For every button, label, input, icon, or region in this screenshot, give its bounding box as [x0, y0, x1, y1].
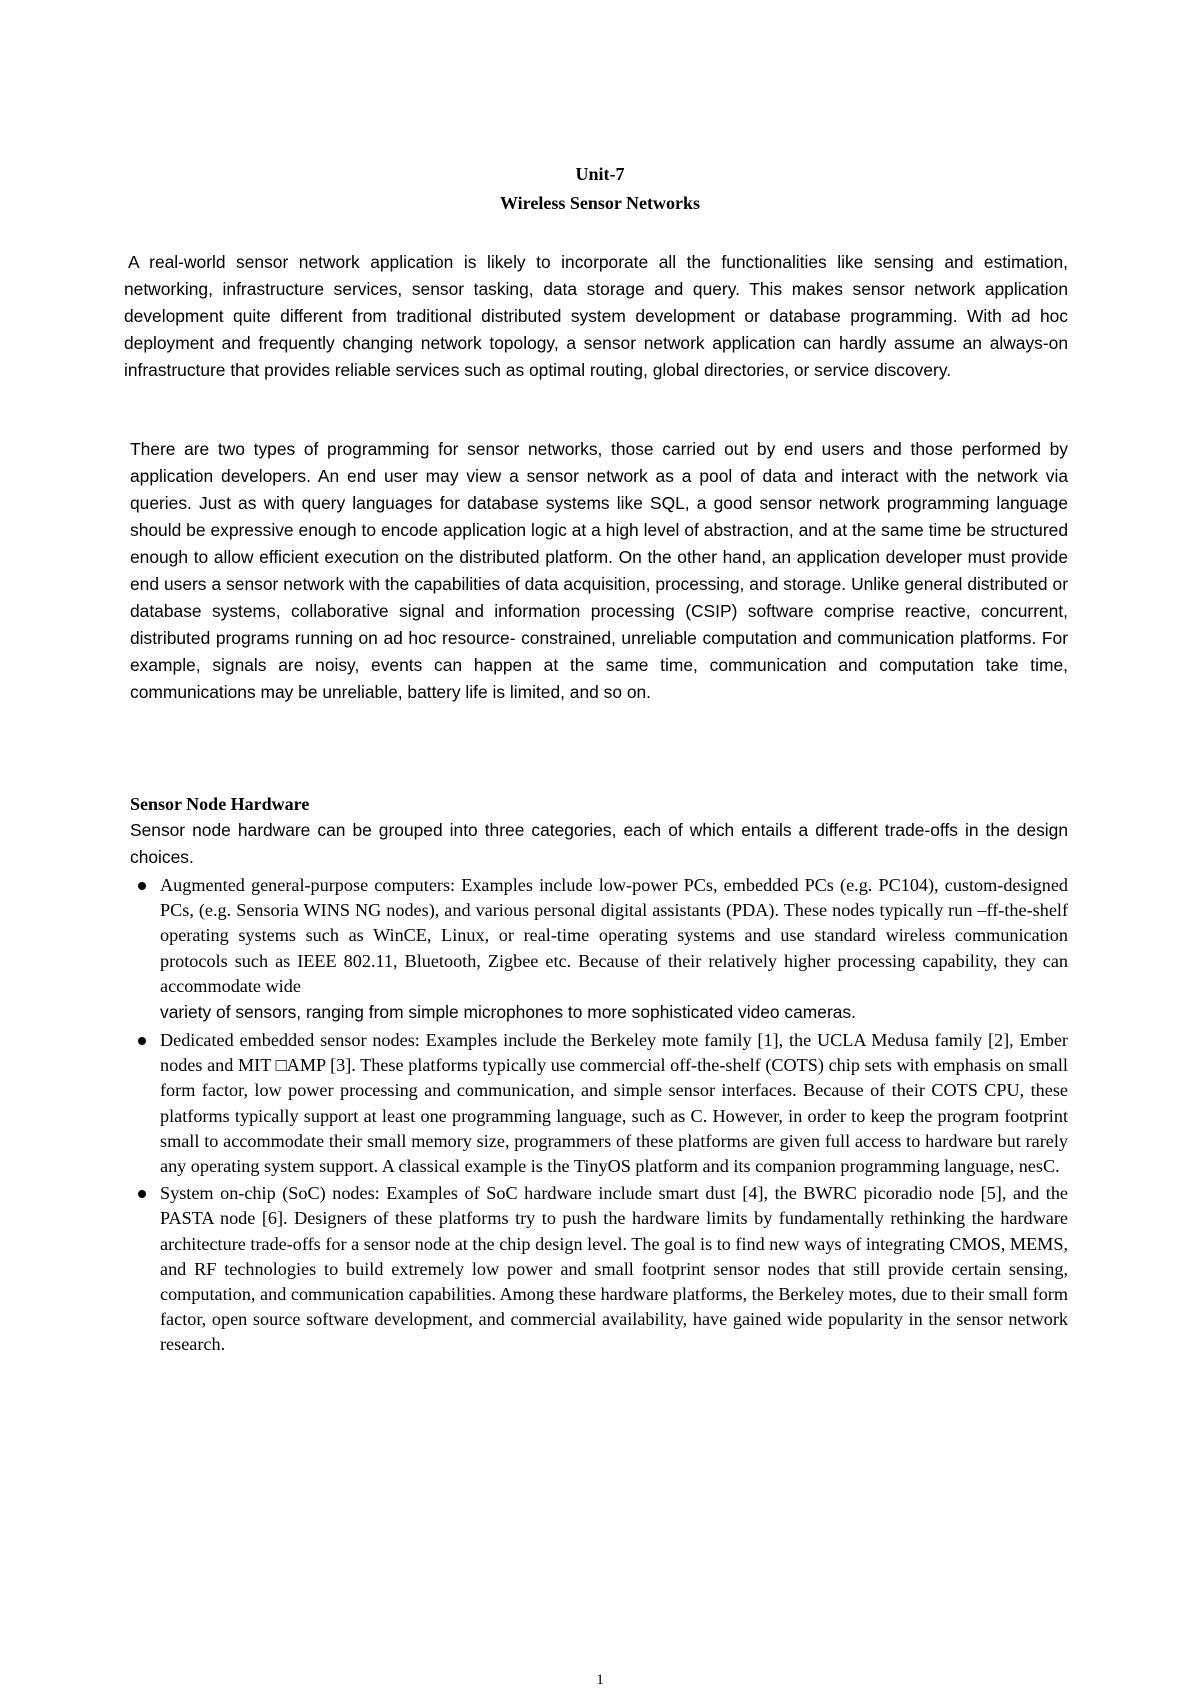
page-number: 1 — [596, 1672, 604, 1688]
list-item-text: Dedicated embedded sensor nodes: Examples include the Berkeley mote family [1], the UCLA Medusa family [2], Ember nodes and MIT □AMP [3]. These platforms typically use commercial off-the-shelf (COTS) chip sets with emphasis on small form factor, low power processing and communication, and simple sensor interfaces. Because of their COTS CPU, these platforms typically support at least one programming language, such as C. However, in order to keep the program footprint small to accommodate their small memory size, programmers of these platforms are given full access to hardware but rarely any operating system support. A classical example is the TinyOS platform and its companion programming language, nesC. — [160, 1030, 1068, 1177]
bullet-icon — [138, 1037, 146, 1045]
bullet-icon — [138, 1190, 146, 1198]
hardware-category-list — [130, 873, 1068, 1358]
list-item — [130, 1028, 1068, 1179]
title-block — [0, 160, 1200, 218]
bullet-icon — [138, 882, 146, 890]
page-title: Wireless Sensor Networks — [500, 193, 700, 213]
section-heading-sensor-node-hardware: Sensor Node Hardware — [130, 794, 310, 814]
unit-label: Unit-7 — [575, 164, 625, 184]
list-item — [130, 873, 1068, 1026]
list-item-continuation: variety of sensors, ranging from simple microphones to more sophisticated video cameras. — [160, 1002, 856, 1023]
intro-paragraph: A real-world sensor network application is likely to incorporate all the functionalities like sensing and estimation, networking, infrastructure services, sensor tasking, data storage and query. This makes sensor network application development quite different from traditional distributed system development or database programming. With ad hoc deployment and frequently changing network topology, a sensor network application can hardly assume an always-on infrastructure that provides reliable services such as optimal routing, global directories, or service discovery. — [124, 252, 1068, 380]
list-item — [130, 1181, 1068, 1357]
list-item-text: Augmented general-purpose computers: Examples include low-power PCs, embedded PCs (e.g. PC104), custom-designed PCs, (e.g. Sensoria WINS NG nodes), and various personal digital assistants (PDA). These nodes typically run –ff-the-shelf operating systems such as WinCE, Linux, or real-time operating systems and use standard wireless communication protocols such as IEEE 802.11, Bluetooth, Zigbee etc. Because of their relatively higher processing capability, they can accommodate wide — [160, 875, 1068, 996]
programming-paragraph: There are two types of programming for sensor networks, those carried out by end users and those performed by application developers. An end user may view a sensor network as a pool of data and interact with the network via queries. Just as with query languages for database systems like SQL, a good sensor network programming language should be expressive enough to encode application logic at a high level of abstraction, and at the same time be structured enough to allow efficient execution on the distributed platform. On the other hand, an application developer must provide end users a sensor network with the capabilities of data acquisition, processing, and storage. Unlike general distributed or database systems, collaborative signal and information processing (CSIP) software comprise reactive, concurrent, distributed programs running on ad hoc resource- constrained, unreliable computation and communication platforms. For example, signals are noisy, events can happen at the same time, communication and computation take time, communications may be unreliable, battery life is limited, and so on. — [130, 439, 1068, 702]
list-item-text: System on-chip (SoC) nodes: Examples of SoC hardware include smart dust [4], the BWRC picoradio node [5], and the PASTA node [6]. Designers of these platforms try to push the hardware limits by fundamentally rethinking the hardware architecture trade-offs for a sensor node at the chip design level. The goal is to find new ways of integrating CMOS, MEMS, and RF technologies to build extremely low power and small footprint sensor nodes that still provide certain sensing, computation, and communication capabilities. Among these hardware platforms, the Berkeley motes, due to their small form factor, open source software development, and commercial availability, have gained wide popularity in the sensor network research. — [160, 1183, 1068, 1355]
hardware-intro-paragraph: Sensor node hardware can be grouped into three categories, each of which entails a different trade-offs in the design choices. — [130, 820, 1068, 867]
